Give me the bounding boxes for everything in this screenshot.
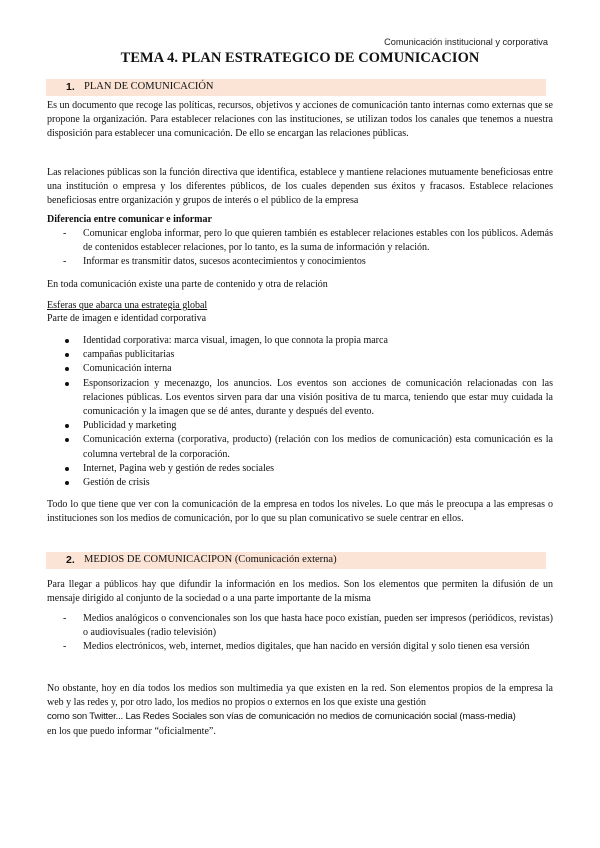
list-item: Identidad corporativa: marca visual, imagen, lo que connota la propia marca [47,334,553,348]
list-item: Comunicación interna [47,362,553,376]
section-2-paragraph-1: Para llegar a públicos hay que difundir la información en los medios. Son los elementos que permiten la difusión de un mensaje dirigido al conjunto de la sociedad o a una parte importante de la misma [47,579,553,605]
diff-list [47,227,553,270]
section-2-label-caps: MEDIOS DE COMUNICACIPON [84,554,233,565]
list-item: - Medios electrónicos, web, internet, medios digitales, que han nacido en versión digital y solo tienen esa versión [47,640,553,654]
esferas-heading: Esferas que abarca una estrategia global [47,300,208,311]
list-item: - Comunicar engloba informar, pero lo que quieren también es establecer relaciones estables con los públicos. Además de contenidos establecer relaciones, por lo tanto, es la suma de información y relación. [47,227,553,255]
esferas-subheading: Parte de imagen e identidad corporativa [47,313,207,324]
section-2-label [84,554,337,565]
list-item: Gestión de crisis [47,476,553,490]
list-item: - Medios analógicos o convencionales son los que hasta hace poco existían, pueden ser impresos (periódicos, revistas) o audiovisuales (radio televisión) [47,612,553,640]
section-1-paragraph-1: Es un documento que recoge las políticas, recursos, objetivos y acciones de comunicación tanto internas como externas que se propone la organización. Para establecer relaciones con las instituciones, se utilizan todos los canales que tenemos a nuestra disposición para establecer una comunicación. De ello se encargan las relaciones públicas. [47,100,553,140]
list-item: Comunicación externa (corporativa, producto) (relación con los medios de comunicación) esta comunicación es la columna vertebral de la corporación. [47,433,553,461]
section-2-paragraph-2 [47,682,553,739]
list-item: Publicidad y marketing [47,419,553,433]
section-1-number: 1. [66,81,75,93]
paragraph-2-start: No obstante, hoy en día todos los medios son multimedia ya que existen en la red. Son elementos propios de la empresa la web y las redes y, por otro lado, los medios no propios o externos en los que existe una gestión [47,683,553,709]
diff-heading: Diferencia entre comunicar e informar [47,214,212,225]
esferas-list [47,334,553,490]
section-2-label-rest: (Comunicación externa) [234,554,337,565]
running-header: Comunicación institucional y corporativa [384,37,548,47]
medios-list [47,612,553,655]
list-item: - Informar es transmitir datos, sucesos acontecimientos y conocimientos [47,255,553,269]
list-item: campañas publicitarias [47,348,553,362]
section-1-paragraph-4: Todo lo que tiene que ver con la comunicación de la empresa en todos los niveles. Lo que más le preocupa a las empresas o instituciones son los medios de comunicación, por lo que su plan comunicativo se suele centrar en ellos. [47,499,553,525]
section-1-paragraph-2: Las relaciones públicas son la función directiva que identifica, establece y mantiene relaciones mutuamente beneficiosas entre una institución o empresa y los diferentes públicos, de los cuales dependen sus éxitos y fracasos. Establece relaciones beneficiosas entre organización y grupos de interés o el público de la empresa [47,167,553,207]
list-item: Esponsorizacion y mecenazgo, los anuncios. Los eventos son acciones de comunicación relacionadas con las relaciones públicas. Los eventos sirven para dar una visión positiva de tu marca, teniendo que estar muy cuidada la comunicación y la imagen que se dé antes, durante y después del evento. [47,377,553,420]
section-1-heading [46,79,546,96]
section-2-heading [46,552,546,569]
section-1-paragraph-3: En toda comunicación existe una parte de contenido y otra de relación [47,279,328,290]
list-item: Internet, Pagina web y gestión de redes sociales [47,462,553,476]
paragraph-2-line-3: como son Twitter... Las Redes Sociales son vías de comunicación no medios de comunicación social (mass-media) [47,711,516,723]
paragraph-2-line-4: en los que puedo informar “oficialmente”. [47,725,216,737]
section-2-number: 2. [66,554,75,566]
page-title: TEMA 4. PLAN ESTRATEGICO DE COMUNICACION [120,50,480,66]
section-1-label: PLAN DE COMUNICACIÓN [84,81,214,92]
